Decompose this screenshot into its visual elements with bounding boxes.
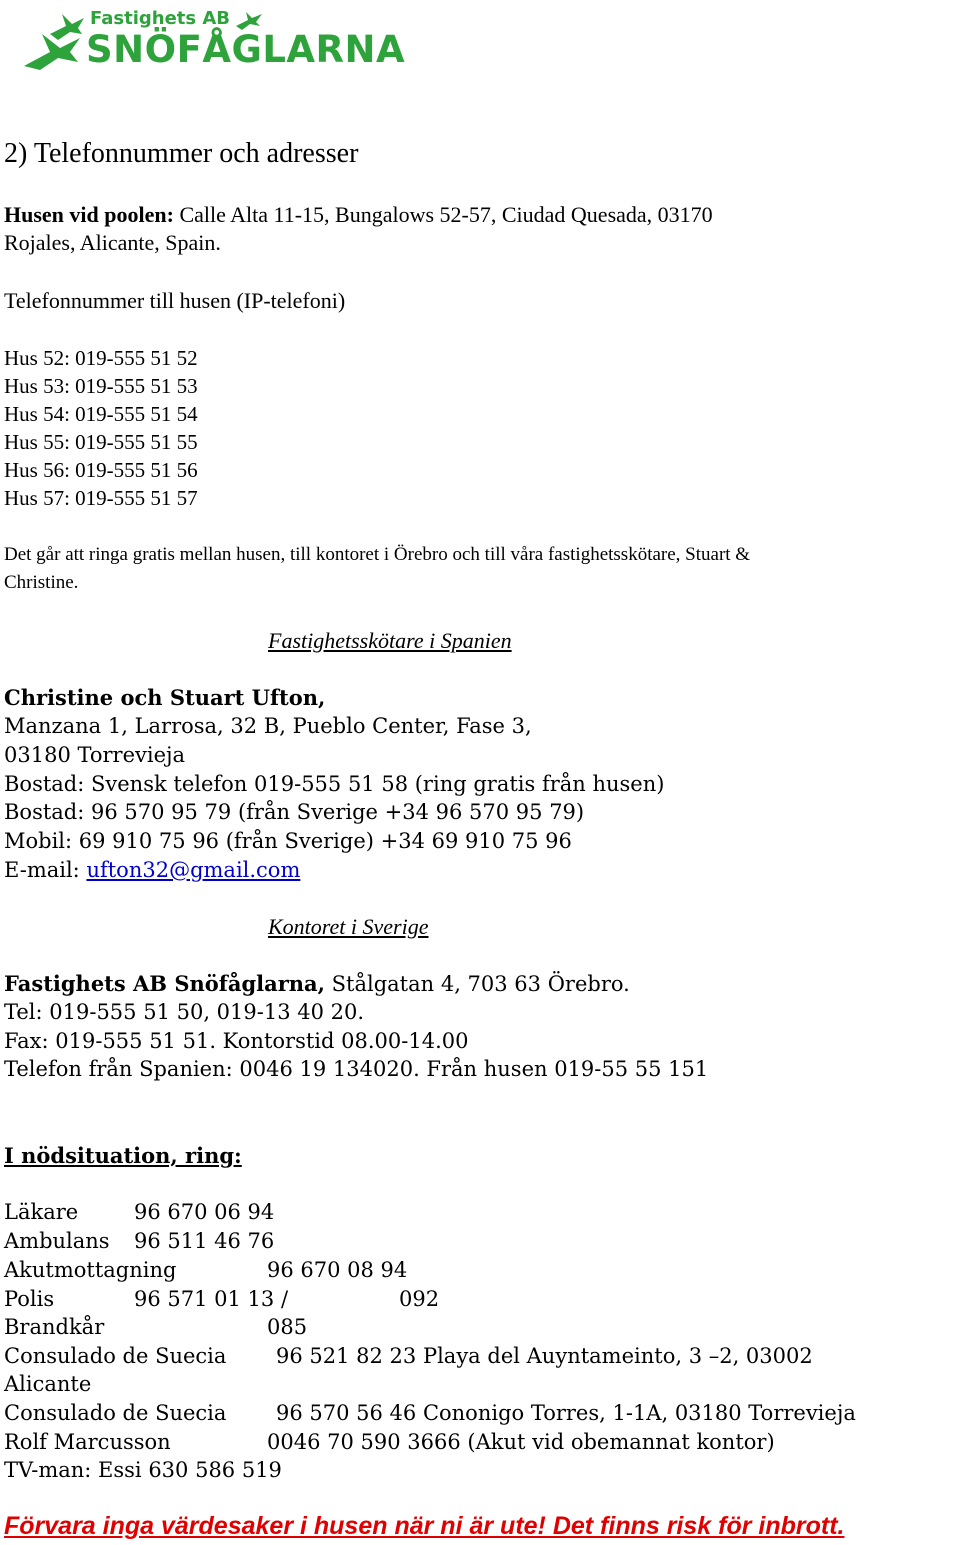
- caretakers-address-1: Manzana 1, Larrosa, 32 B, Pueblo Center, Fase 3,: [4, 714, 532, 738]
- pool-address: Calle Alta 11-15, Bungalows 52-57, Ciudad Quesada, 03170: [179, 202, 713, 227]
- office-company: Fastighets AB Snöfåglarna,: [4, 971, 325, 996]
- free-calls-note-1: Det går att ringa gratis mellan husen, till kontoret i Örebro och till våra fastighetsskötare, Stuart &: [4, 544, 751, 565]
- pool-label: Husen vid poolen:: [4, 202, 174, 227]
- office-fax: Fax: 019-555 51 51. Kontorstid 08.00-14.00: [4, 1029, 469, 1053]
- email-link[interactable]: ufton32@gmail.com: [86, 858, 301, 882]
- phones-heading: Telefonnummer till husen (IP-telefoni): [4, 288, 346, 313]
- emergency-number: 96 570 56 46 Cononigo Torres, 1-1A, 03180 Torrevieja: [276, 1401, 856, 1425]
- emergency-number: 96 521 82 23 Playa del Auyntameinto, 3 –2, 03002: [276, 1344, 813, 1368]
- caretakers-mobile: Mobil: 69 910 75 96 (från Sverige) +34 69 910 75 96: [4, 829, 572, 853]
- caretakers-names: Christine och Stuart Ufton,: [4, 685, 326, 710]
- office-address-row: [4, 971, 630, 996]
- house-phone: Hus 55: 019-555 51 55: [4, 430, 198, 454]
- office-address: Stålgatan 4, 703 63 Örebro.: [324, 972, 630, 996]
- emergency-name: Consulado de Suecia: [4, 1401, 227, 1425]
- pool-address-line-2: Rojales, Alicante, Spain.: [4, 230, 221, 255]
- caretakers-home-phone-se: Bostad: Svensk telefon 019-555 51 58 (ring gratis från husen): [4, 772, 665, 796]
- emergency-number: 085: [267, 1315, 308, 1339]
- emergency-name: Polis: [4, 1287, 55, 1311]
- emergency-number: 96 571 01 13 /: [134, 1287, 289, 1311]
- emergency-number: 96 511 46 76: [134, 1229, 275, 1253]
- office-heading: Kontoret i Sverige: [268, 914, 429, 939]
- emergency-number-extra: 092: [399, 1287, 440, 1311]
- emergency-name: Consulado de Suecia: [4, 1344, 227, 1368]
- emergency-name: Läkare: [4, 1200, 79, 1224]
- emergency-name: Akutmottagning: [4, 1258, 177, 1282]
- emergency-name: Rolf Marcusson: [4, 1430, 171, 1454]
- tv-man-contact: TV-man: Essi 630 586 519: [4, 1458, 282, 1482]
- logo-text-top: Fastighets AB: [90, 8, 231, 29]
- house-phone: Hus 57: 019-555 51 57: [4, 486, 198, 510]
- house-phone: Hus 56: 019-555 51 56: [4, 458, 198, 482]
- pool-address-line-1: [4, 202, 713, 228]
- caretakers-home-phone-es: Bostad: 96 570 95 79 (från Sverige +34 96 570 95 79): [4, 800, 585, 824]
- emergency-number: 96 670 08 94: [267, 1258, 408, 1282]
- logo-text-main: SNÖFÅGLARNA: [86, 28, 406, 71]
- valuables-warning: Förvara inga värdesaker i husen när ni är ute! Det finns risk för inbrott.: [4, 1512, 845, 1540]
- office-phone-from-spain: Telefon från Spanien: 0046 19 134020. Från husen 019-55 55 151: [4, 1057, 709, 1081]
- emergency-heading: I nödsituation, ring:: [4, 1143, 242, 1168]
- emergency-name: Brandkår: [4, 1315, 105, 1339]
- section-title: 2) Telefonnummer och adresser: [4, 138, 359, 169]
- caretakers-heading: Fastighetsskötare i Spanien: [268, 628, 512, 653]
- office-tel: Tel: 019-555 51 50, 019-13 40 20.: [4, 1000, 365, 1024]
- free-calls-note-2: Christine.: [4, 572, 79, 593]
- house-phone: Hus 52: 019-555 51 52: [4, 346, 198, 370]
- emergency-name: Ambulans: [4, 1229, 110, 1253]
- caretakers-email-row: [4, 858, 300, 882]
- house-phone: Hus 53: 019-555 51 53: [4, 374, 198, 398]
- emergency-number: 96 670 06 94: [134, 1200, 275, 1224]
- email-label: E-mail:: [4, 858, 87, 882]
- emergency-number: 0046 70 590 3666 (Akut vid obemannat kontor): [267, 1430, 775, 1454]
- caretakers-address-2: 03180 Torrevieja: [4, 743, 186, 767]
- consulate-city: Alicante: [4, 1372, 92, 1396]
- house-phone: Hus 54: 019-555 51 54: [4, 402, 198, 426]
